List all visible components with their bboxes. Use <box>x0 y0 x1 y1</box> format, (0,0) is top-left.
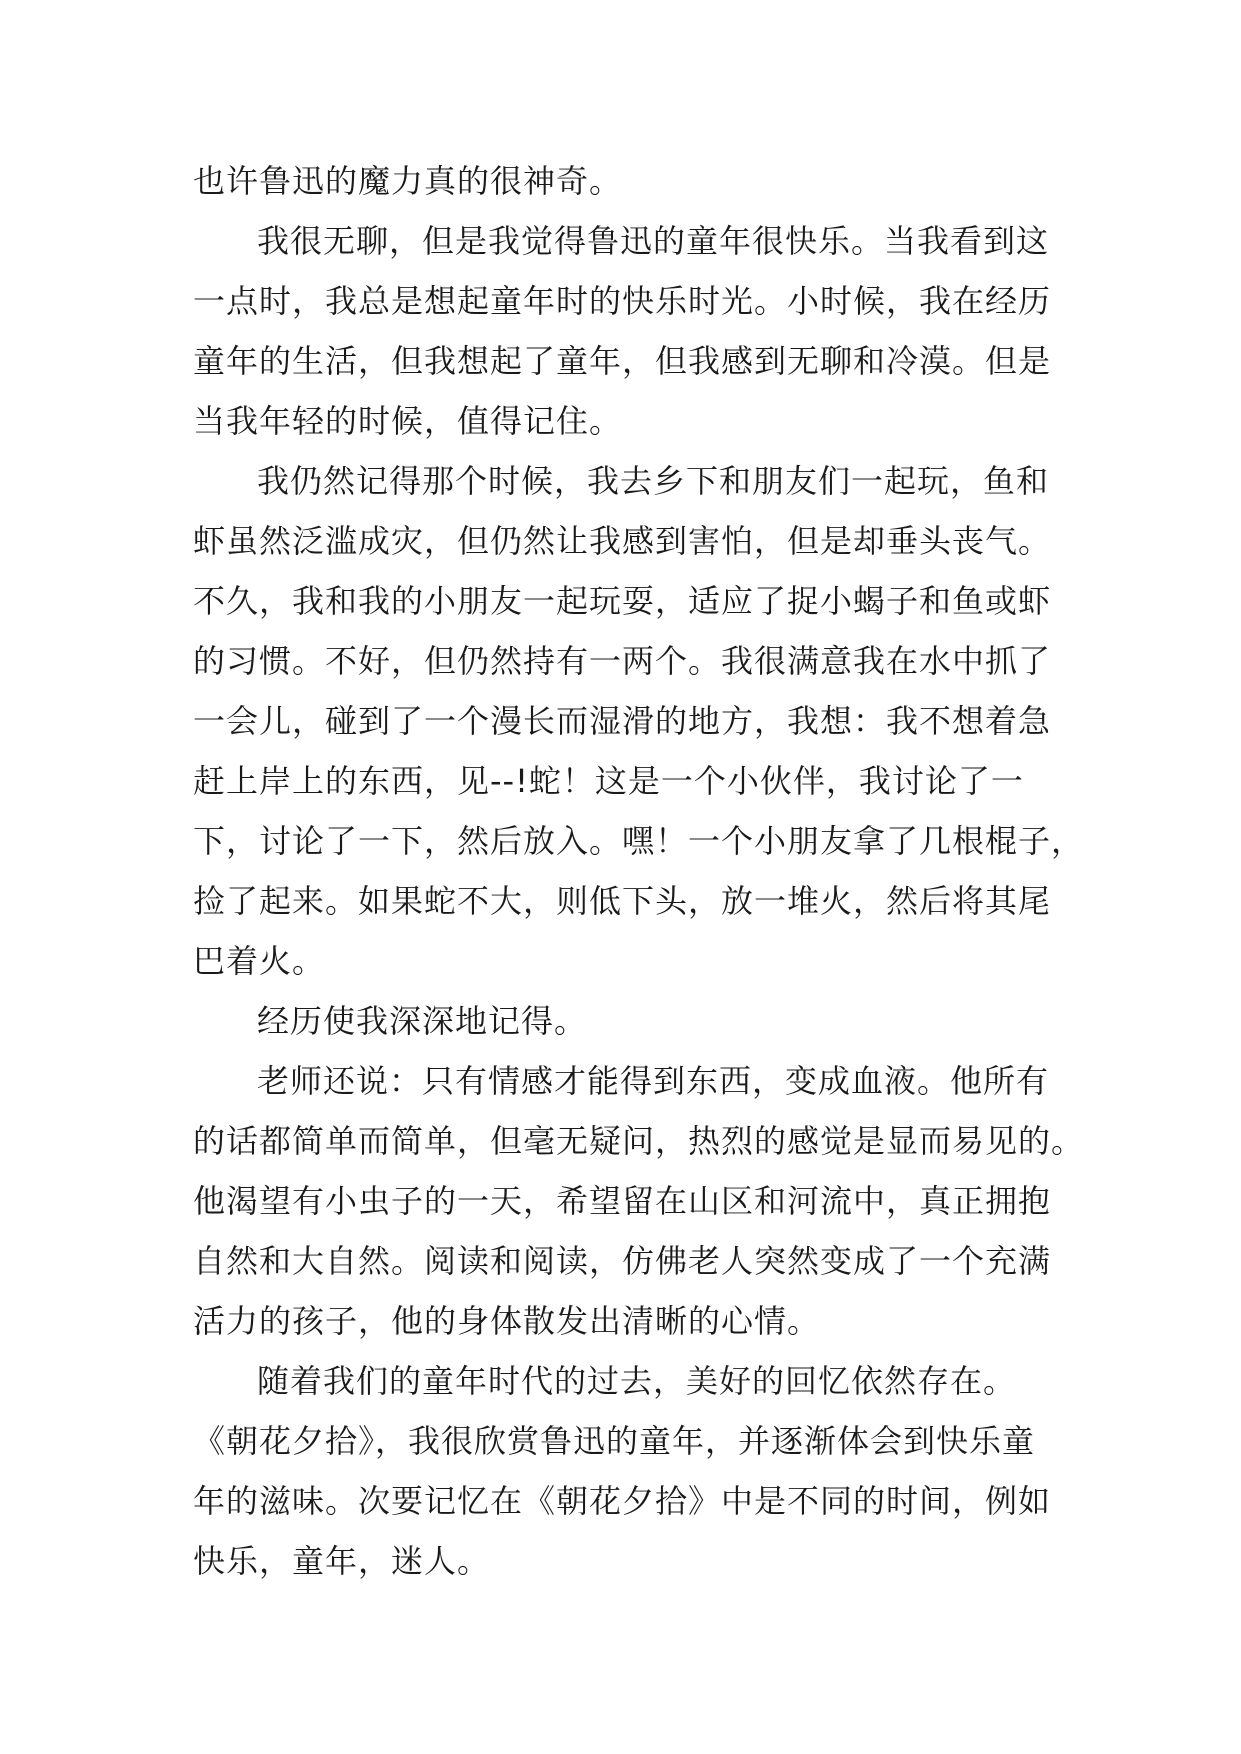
paragraph-first-line: 我仍然记得那个时候，我去乡下和朋友们一起玩，鱼和 <box>257 462 1050 500</box>
text-line: 虾虽然泛滥成灾，但仍然让我感到害怕，但是却垂头丧气。 <box>193 522 1052 560</box>
document-body <box>193 151 1085 1591</box>
text-line: 童年的生活，但我想起了童年，但我感到无聊和冷漠。但是 <box>193 342 1052 380</box>
text-line: 年的滋味。次要记忆在《朝花夕拾》中是不同的时间，例如 <box>193 1482 1052 1520</box>
text-line: 的习惯。不好，但仍然持有一两个。我很满意我在水中抓了 <box>193 642 1052 680</box>
text-line: 赶上岸上的东西，见--!蛇！这是一个小伙伴，我讨论了一 <box>193 762 1024 800</box>
text-line: 活力的孩子，他的身体散发出清晰的心情。 <box>193 1302 821 1340</box>
paragraph-first-line: 经历使我深深地记得。 <box>257 1002 588 1040</box>
text-line: 巴着火。 <box>193 942 326 980</box>
text-line: 的话都简单而简单，但毫无疑问，热烈的感觉是显而易见的。 <box>193 1122 1085 1160</box>
text-line: 当我年轻的时候，值得记住。 <box>193 402 623 440</box>
text-line: 下，讨论了一下，然后放入。嘿！一个小朋友拿了几根棍子， <box>193 822 1085 860</box>
text-line: 一会儿，碰到了一个漫长而湿滑的地方，我想：我不想着急 <box>193 702 1052 740</box>
paragraph-first-line: 随着我们的童年时代的过去，美好的回忆依然存在。 <box>257 1362 1017 1400</box>
paragraph-first-line: 老师还说：只有情感才能得到东西，变成血液。他所有 <box>257 1062 1050 1100</box>
paragraph-first-line: 我很无聊，但是我觉得鲁迅的童年很快乐。当我看到这 <box>257 222 1050 260</box>
text-line: 一点时，我总是想起童年时的快乐时光。小时候，我在经历 <box>193 282 1052 320</box>
text-line: 《朝花夕拾》，我很欣赏鲁迅的童年，并逐渐体会到快乐童 <box>193 1422 1036 1460</box>
text-line: 也许鲁迅的魔力真的很神奇。 <box>193 162 623 200</box>
text-line: 捡了起来。如果蛇不大，则低下头，放一堆火，然后将其尾 <box>193 882 1052 920</box>
text-line: 快乐，童年，迷人。 <box>193 1542 491 1580</box>
text-line: 不久，我和我的小朋友一起玩耍，适应了捉小蝎子和鱼或虾 <box>193 582 1052 620</box>
text-line: 他渴望有小虫子的一天，希望留在山区和河流中，真正拥抱 <box>193 1182 1052 1220</box>
text-line: 自然和大自然。阅读和阅读，仿佛老人突然变成了一个充满 <box>193 1242 1052 1280</box>
